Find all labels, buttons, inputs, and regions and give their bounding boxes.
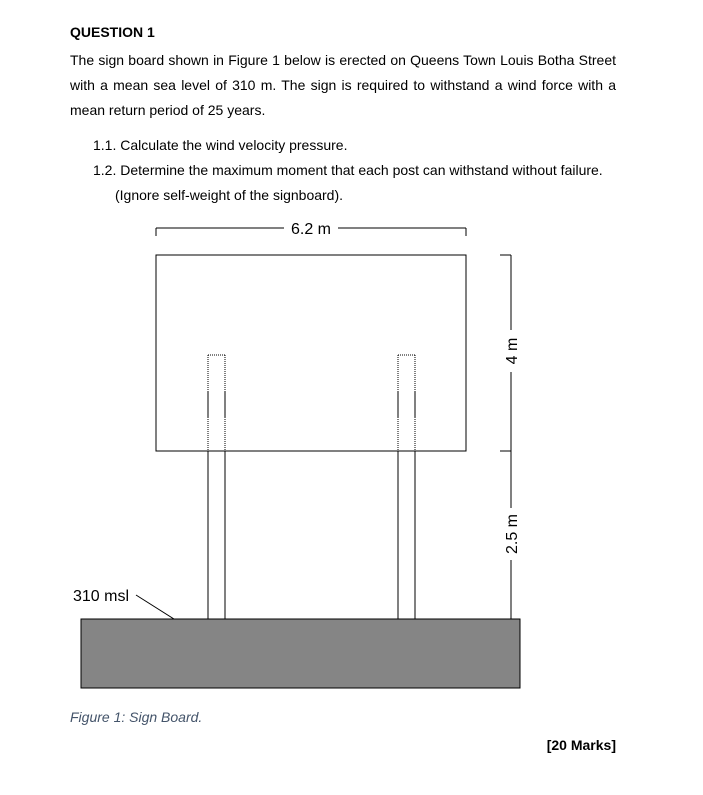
subquestion-number: 1.1. bbox=[93, 137, 117, 153]
post-right bbox=[398, 451, 415, 619]
board-height-label: 4 m bbox=[504, 337, 521, 365]
subquestion-number: 1.2. bbox=[93, 162, 117, 178]
question-heading: QUESTION 1 bbox=[70, 24, 155, 40]
post-left bbox=[208, 451, 225, 619]
subquestion-text: Determine the maximum moment that each post can withstand without failure. bbox=[120, 162, 603, 178]
subquestion-text: Calculate the wind velocity pressure. bbox=[120, 137, 348, 153]
ground-block bbox=[81, 619, 520, 688]
post-height-label: 2.5 m bbox=[504, 513, 521, 555]
sign-board bbox=[156, 255, 466, 451]
figure-caption: Figure 1: Sign Board. bbox=[70, 709, 203, 725]
msl-leader-line bbox=[136, 595, 196, 619]
subquestion-1-2-note: (Ignore self-weight of the signboard). bbox=[115, 187, 344, 203]
msl-label: 310 msl bbox=[73, 588, 130, 605]
marks-total: [20 Marks] bbox=[546, 737, 616, 753]
width-label: 6.2 m bbox=[290, 221, 332, 238]
question-paragraph: The sign board shown in Figure 1 below is erected on Queens Town Louis Botha Street with a mean sea level of 310 m. The sign is required to withstand a wind force with a mean return period of 25 years. bbox=[70, 52, 616, 118]
